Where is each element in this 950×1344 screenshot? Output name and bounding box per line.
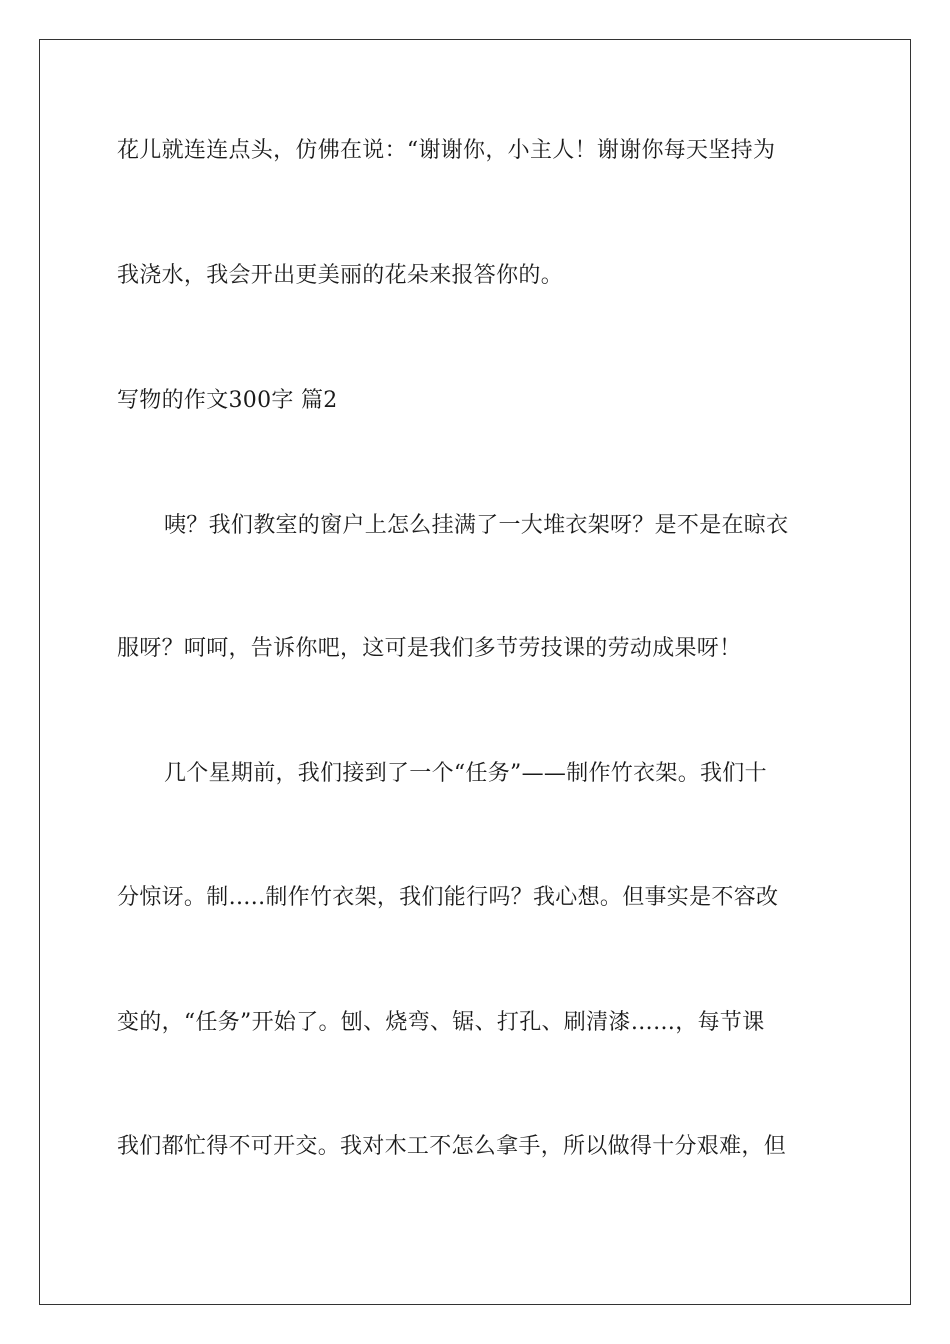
paragraph-line: 我们都忙得不可开交。我对木工不怎么拿手，所以做得十分艰难，但 <box>117 1134 787 1159</box>
paragraph-line: 我浇水，我会开出更美丽的花朵来报答你的。 <box>117 263 564 288</box>
paragraph-line: 变的，“任务”开始了。刨、烧弯、锯、打孔、刷清漆……，每节课 <box>117 1010 765 1035</box>
section-heading: 写物的作文300字 篇2 <box>117 388 338 413</box>
paragraph-line: 几个星期前，我们接到了一个“任务”——制作竹衣架。我们十 <box>164 761 767 786</box>
paragraph-line: 服呀？呵呵，告诉你吧，这可是我们多节劳技课的劳动成果呀！ <box>117 636 742 661</box>
paragraph-line: 分惊讶。制…..制作竹衣架，我们能行吗？我心想。但事实是不容改 <box>117 885 779 910</box>
page-border <box>39 39 911 1305</box>
paragraph-line: 咦？我们教室的窗户上怎么挂满了一大堆衣架呀？是不是在晾衣 <box>164 513 789 538</box>
paragraph-line: 花儿就连连点头，仿佛在说：“谢谢你，小主人！谢谢你每天坚持为 <box>117 138 776 163</box>
